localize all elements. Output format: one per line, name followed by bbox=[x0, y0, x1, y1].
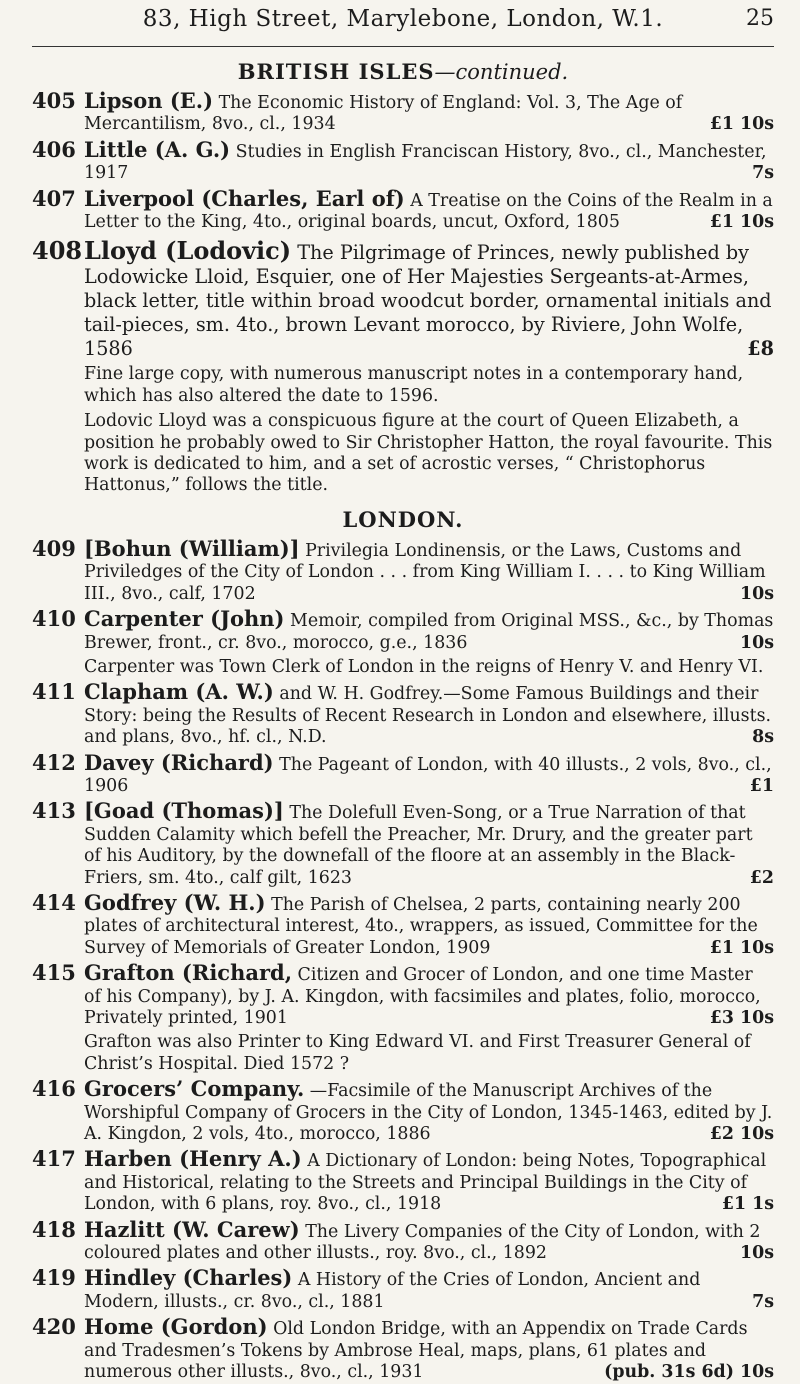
entry-author: Hindley (Charles) bbox=[84, 1265, 293, 1291]
page-header bbox=[32, 6, 774, 46]
catalogue-entry bbox=[32, 90, 774, 136]
entry-author: Godfrey (W. H.) bbox=[84, 889, 266, 915]
entry-author: Lipson (E.) bbox=[84, 88, 214, 113]
catalogue-entry bbox=[32, 136, 774, 185]
entry-author: Clapham (A. W.) bbox=[84, 679, 274, 705]
entry-author: Carpenter (John) bbox=[84, 606, 285, 632]
entry-note: Lodovic Lloyd was a conspicuous figure at the court of Queen Elizabeth, a position he probably owed to Sir Christopher Hatton, the royal favourite. This work is dedicated to him, and a set of acrostic verses, “ Christophorus Hattonus,” follows the title. bbox=[84, 411, 773, 496]
entry-description: Citizen and Grocer of London, and one time Master of his Company), by J. A. Kingdon, with facsimiles and plates, folio, morocco, Privately printed, 1901 bbox=[84, 965, 761, 1028]
entry-author: Hazlitt (W. Carew) bbox=[84, 1216, 300, 1242]
catalogue-entry bbox=[32, 1148, 774, 1215]
entry-number: 410 bbox=[32, 606, 76, 632]
catalogue-entry bbox=[32, 1216, 774, 1265]
catalogue-entry bbox=[32, 535, 774, 605]
catalogue-entry bbox=[32, 1078, 774, 1145]
entry-description: A History of the Cries of London, Ancient and Modern, illusts., cr. 8vo., cl., 1881 bbox=[84, 1270, 701, 1312]
entry-author: Little (A. G.) bbox=[84, 136, 231, 162]
entry-description: —Facsimile of the Manuscript Archives of the Worshipful Company of Grocers in the City of London, 1345-1463, edited by J. A. Kingdon, 2 vols, 4to., morocco, 1886 bbox=[84, 1081, 773, 1145]
entry-number: 417 bbox=[32, 1146, 76, 1172]
entry-description: The Livery Companies of the City of London, with 2 coloured plates and other illusts., roy. 8vo., cl., 1892 bbox=[84, 1221, 761, 1264]
entry-number: 419 bbox=[32, 1265, 76, 1291]
page-number: 25 bbox=[746, 6, 774, 31]
entry-price: £8 bbox=[747, 337, 774, 361]
catalogue-entry bbox=[32, 185, 774, 234]
bookseller-address: 83, High Street, Marylebone, London, W.1. bbox=[142, 6, 664, 32]
entry-number: 409 bbox=[32, 535, 76, 561]
entry-description: The Economic History of England: Vol. 3, The Age of Mercantilism, 8vo., cl., 1934 bbox=[84, 93, 683, 135]
entry-price: 7s bbox=[752, 1291, 774, 1312]
entry-price: £2 bbox=[749, 867, 774, 888]
entry-author: [Goad (Thomas)] bbox=[84, 798, 284, 824]
catalogue-entry bbox=[32, 681, 774, 748]
entry-note: Grafton was also Printer to King Edward VI. and First Treasurer General of Christ’s Hospital. Died 1572 ? bbox=[84, 1032, 751, 1074]
catalogue-entry bbox=[32, 800, 774, 889]
london-heading: LONDON. bbox=[342, 506, 464, 532]
entry-description: The Parish of Chelsea, 2 parts, containing nearly 200 plates of architectural interest, 4to., wrappers, as issued, Committee for the Survey of Memorials of Greater London, 1909 bbox=[84, 894, 758, 958]
catalogue-entry bbox=[32, 962, 774, 1029]
entry-price: 10s bbox=[740, 583, 774, 604]
entry-note: Fine large copy, with numerous manuscript notes in a contemporary hand, which has also altered the date to 1596. bbox=[84, 364, 744, 406]
catalogue-entry-featured bbox=[32, 236, 774, 361]
entry-author: Home (Gordon) bbox=[84, 1314, 268, 1340]
catalogue-entry bbox=[32, 889, 774, 959]
entry-description: The Dolefull Even-Song, or a True Narration of that Sudden Calamity which befell the Preacher, Mr. Drury, and the greater part of his Auditory, by the downefall of the floore at an assembly in the Black-Friers, sm. 4to., calf gilt, 1623 bbox=[84, 803, 753, 888]
entry-author: Davey (Richard) bbox=[84, 749, 274, 775]
entry-author: Grocers’ Company. bbox=[84, 1076, 305, 1102]
entry-number: 414 bbox=[32, 889, 76, 915]
entry-price: 10s bbox=[740, 1243, 774, 1264]
entry-description: Studies in English Franciscan History, 8vo., cl., Manchester, 1917 bbox=[84, 141, 767, 184]
header-rule bbox=[32, 46, 774, 47]
entry-description: Memoir, compiled from Original MSS., &c., by Thomas Brewer, front., cr. 8vo., morocco, g.e., 1836 bbox=[84, 611, 774, 653]
entry-number: 420 bbox=[32, 1314, 76, 1340]
entry-description: The Pageant of London, with 40 illusts., 2 vols, 8vo., cl., 1906 bbox=[84, 754, 772, 796]
entry-number: 405 bbox=[32, 88, 76, 113]
entry-note: Carpenter was Town Clerk of London in the reigns of Henry V. and Henry VI. bbox=[84, 656, 764, 677]
entry-author: Liverpool (Charles, Earl of) bbox=[84, 185, 405, 211]
entry-price: £1 10s bbox=[709, 937, 774, 958]
entry-description: Old London Bridge, with an Appendix on Trade Cards and Tradesmen’s Tokens by Ambrose Heal, maps, plans, 61 plates and numerous other illusts., 8vo., cl., 1931 bbox=[84, 1319, 748, 1383]
entry-price: £3 10s bbox=[709, 1008, 774, 1028]
entries-top bbox=[32, 90, 774, 233]
entry-description: A Dictionary of London: being Notes, Topographical and Historical, relating to the Streets and Principal Buildings in the City of London, with 6 plans, roy. 8vo., cl., 1918 bbox=[84, 1151, 767, 1215]
catalogue-entry bbox=[32, 749, 774, 798]
catalogue-entry bbox=[32, 608, 774, 654]
entry-author: Lloyd (Lodovic) bbox=[84, 236, 292, 266]
entry-number: 406 bbox=[32, 136, 76, 162]
entry-price: £2 10s bbox=[709, 1124, 774, 1145]
entry-number: 418 bbox=[32, 1216, 76, 1242]
entry-description: A Treatise on the Coins of the Realm in a Letter to the King, 4to., original boards, uncut, Oxford, 1805 bbox=[84, 190, 773, 233]
entry-number: 408 bbox=[32, 236, 83, 266]
entry-number: 416 bbox=[32, 1076, 76, 1102]
entry-author: Grafton (Richard, bbox=[84, 960, 293, 986]
entries-london bbox=[32, 535, 774, 1384]
entry-price: £1 10s bbox=[709, 212, 774, 233]
entry-author: Harben (Henry A.) bbox=[84, 1146, 302, 1172]
entry-description: Privilegia Londinensis, or the Laws, Customs and Priviledges of the City of London . . . from King William I. . . . to King William III., 8vo., calf, 1702 bbox=[84, 540, 766, 604]
entry-number: 407 bbox=[32, 185, 76, 211]
entry-number: 411 bbox=[32, 679, 76, 705]
entry-price: (pub. 31s 6d) 10s bbox=[604, 1362, 774, 1383]
catalogue-entry bbox=[32, 1316, 774, 1383]
entry-number: 413 bbox=[32, 798, 76, 824]
entry-price: 10s bbox=[740, 632, 774, 653]
entry-price: £1 1s bbox=[721, 1194, 774, 1215]
section-title: BRITISH ISLES—continued. bbox=[237, 59, 569, 84]
entry-number: 415 bbox=[32, 960, 76, 986]
entry-description: The Pilgrimage of Princes, newly published by Lodowicke Lloid, Esquier, one of Her Majesties Sergeants-at-Armes, black letter, title within broad woodcut border, ornamental initials and tail-pieces, sm. 4to., brown Levant morocco, by Riviere, John Wolfe, 1586 bbox=[84, 241, 772, 361]
catalogue-entry bbox=[32, 1267, 774, 1313]
entry-author: [Bohun (William)] bbox=[84, 535, 300, 561]
entry-price: £1 bbox=[749, 775, 774, 796]
entry-description: and W. H. Godfrey.—Some Famous Buildings and their Story: being the Results of Recent Research in London and elsewhere, illusts. and plans, 8vo., hf. cl., N.D. bbox=[84, 684, 772, 748]
section-continued: —continued. bbox=[434, 60, 569, 84]
entry-price: £1 10s bbox=[709, 114, 774, 135]
entry-price: 8s bbox=[752, 727, 774, 748]
entry-number: 412 bbox=[32, 749, 76, 775]
entry-price: 7s bbox=[752, 163, 774, 184]
